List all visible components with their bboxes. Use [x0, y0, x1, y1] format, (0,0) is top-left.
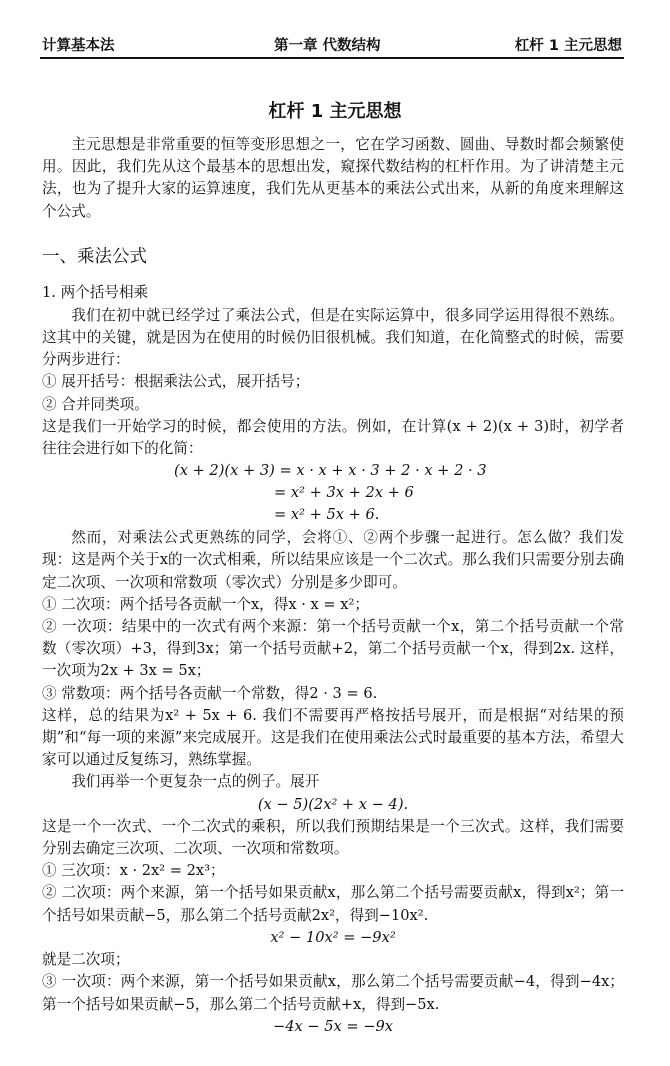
page-body: [42, 134, 624, 1038]
paragraph-4: 这样，总的结果为x² + 5x + 6. 我们不需要再严格按括号展开，而是根据“对结果的预期”和“每一项的来源”来完成展开。这是我们在使用乘法公式时最重要的基本方法，希望大家可以通过反复练习，熟练掌握。: [42, 706, 624, 769]
paragraph-1: 我们在初中就已经学过了乘法公式，但是在实际运算中，很多同学运用得很不熟练。这其中的关键，就是因为在使用的时候仍旧很机械。我们知道，在化简整式的时候，需要分两步进行：: [42, 306, 624, 369]
running-header: [42, 34, 622, 56]
equation-line: (x + 2)(x + 3) = x · x + x · 3 + 2 · x + 2 · 3: [174, 462, 487, 480]
item-cubic: ① 三次项：x · 2x² = 2x³；: [42, 862, 225, 880]
header-left: 计算基本法: [42, 38, 115, 54]
equation-3: x² − 10x² = −9x²: [270, 928, 396, 946]
section-heading: 一、乘法公式: [42, 246, 147, 267]
equation-4: −4x − 5x = −9x: [272, 1017, 393, 1035]
intro-paragraph: 主元思想是非常重要的恒等变形思想之一，它在学习函数、圆曲、导数时都会频繁使用。因此，我们先从这个最基本的思想出发，窥探代数结构的杠杆作用。为了讲清楚主元法，也为了提升大家的运算速度，我们先从更基本的乘法公式出来，从新的角度来理解这个公式。: [42, 136, 624, 220]
item-linear-2: ③ 一次项：两个来源，第一个括号如果贡献x，那么第二个括号需要贡献−4，得到−4x；第一个括号如果贡献−5，那么第二个括号贡献+x，得到−5x.: [42, 973, 624, 1013]
item-quadratic: ① 二次项：两个括号各贡献一个x，得x · x = x²；: [42, 595, 369, 613]
paragraph-2: 这是我们一开始学习的时候，都会使用的方法。例如，在计算(x + 2)(x + 3)时，初学者往往会进行如下的化简：: [42, 417, 624, 458]
step-1: ① 展开括号：根据乘法公式，展开括号；: [42, 373, 310, 391]
step-2: ② 合并同类项。: [42, 395, 149, 413]
paragraph-3: 然而，对乘法公式更熟练的同学，会将①、②两个步骤一起进行。怎么做？我们发现：这是两个关于x的一次式相乘，所以结果应该是一个二次式。那么我们只需要分别去确定二次项、一次项和常数项（零次式）分别是多少即可。: [42, 529, 624, 591]
item-quadratic-2: ② 二次项：两个来源，第一个括号如果贡献x，那么第二个括号需要贡献x，得到x²；第一个括号如果贡献−5，那么第二个括号贡献2x²，得到−10x².: [42, 884, 624, 924]
page-title: 杠杆 1 主元思想: [268, 101, 402, 122]
item-linear: ② 一次项：结果中的一次式有两个来源：第一个括号贡献一个x，第二个括号贡献一个常数（零次项）+3，得到3x；第一个括号贡献+2，第二个括号贡献一个x，得到2x. 这样，一次项为2x + 3x = 5x；: [42, 618, 624, 680]
equation-line: = x² + 5x + 6.: [274, 506, 380, 524]
subsection-heading: 1. 两个括号相乘: [42, 283, 149, 301]
equation-line: = x² + 3x + 2x + 6: [274, 484, 414, 502]
paragraph-5: 我们再举一个更复杂一点的例子。展开: [71, 773, 320, 791]
equation-block-1: [42, 460, 624, 527]
paragraph-6: 这是一个一次式、一个二次式的乘积，所以我们预期结果是一个三次式。这样，我们需要分别去确定三次项、二次项、一次项和常数项。: [42, 817, 624, 858]
header-rule: [40, 57, 624, 59]
header-center: 第一章 代数结构: [274, 38, 381, 54]
paragraph-7: 就是二次项；: [42, 951, 130, 969]
equation-2: (x − 5)(2x² + x − 4).: [257, 795, 409, 813]
item-constant: ③ 常数项：两个括号各贡献一个常数，得2 · 3 = 6.: [42, 684, 378, 702]
header-right: 杠杆 1 主元思想: [514, 38, 622, 54]
